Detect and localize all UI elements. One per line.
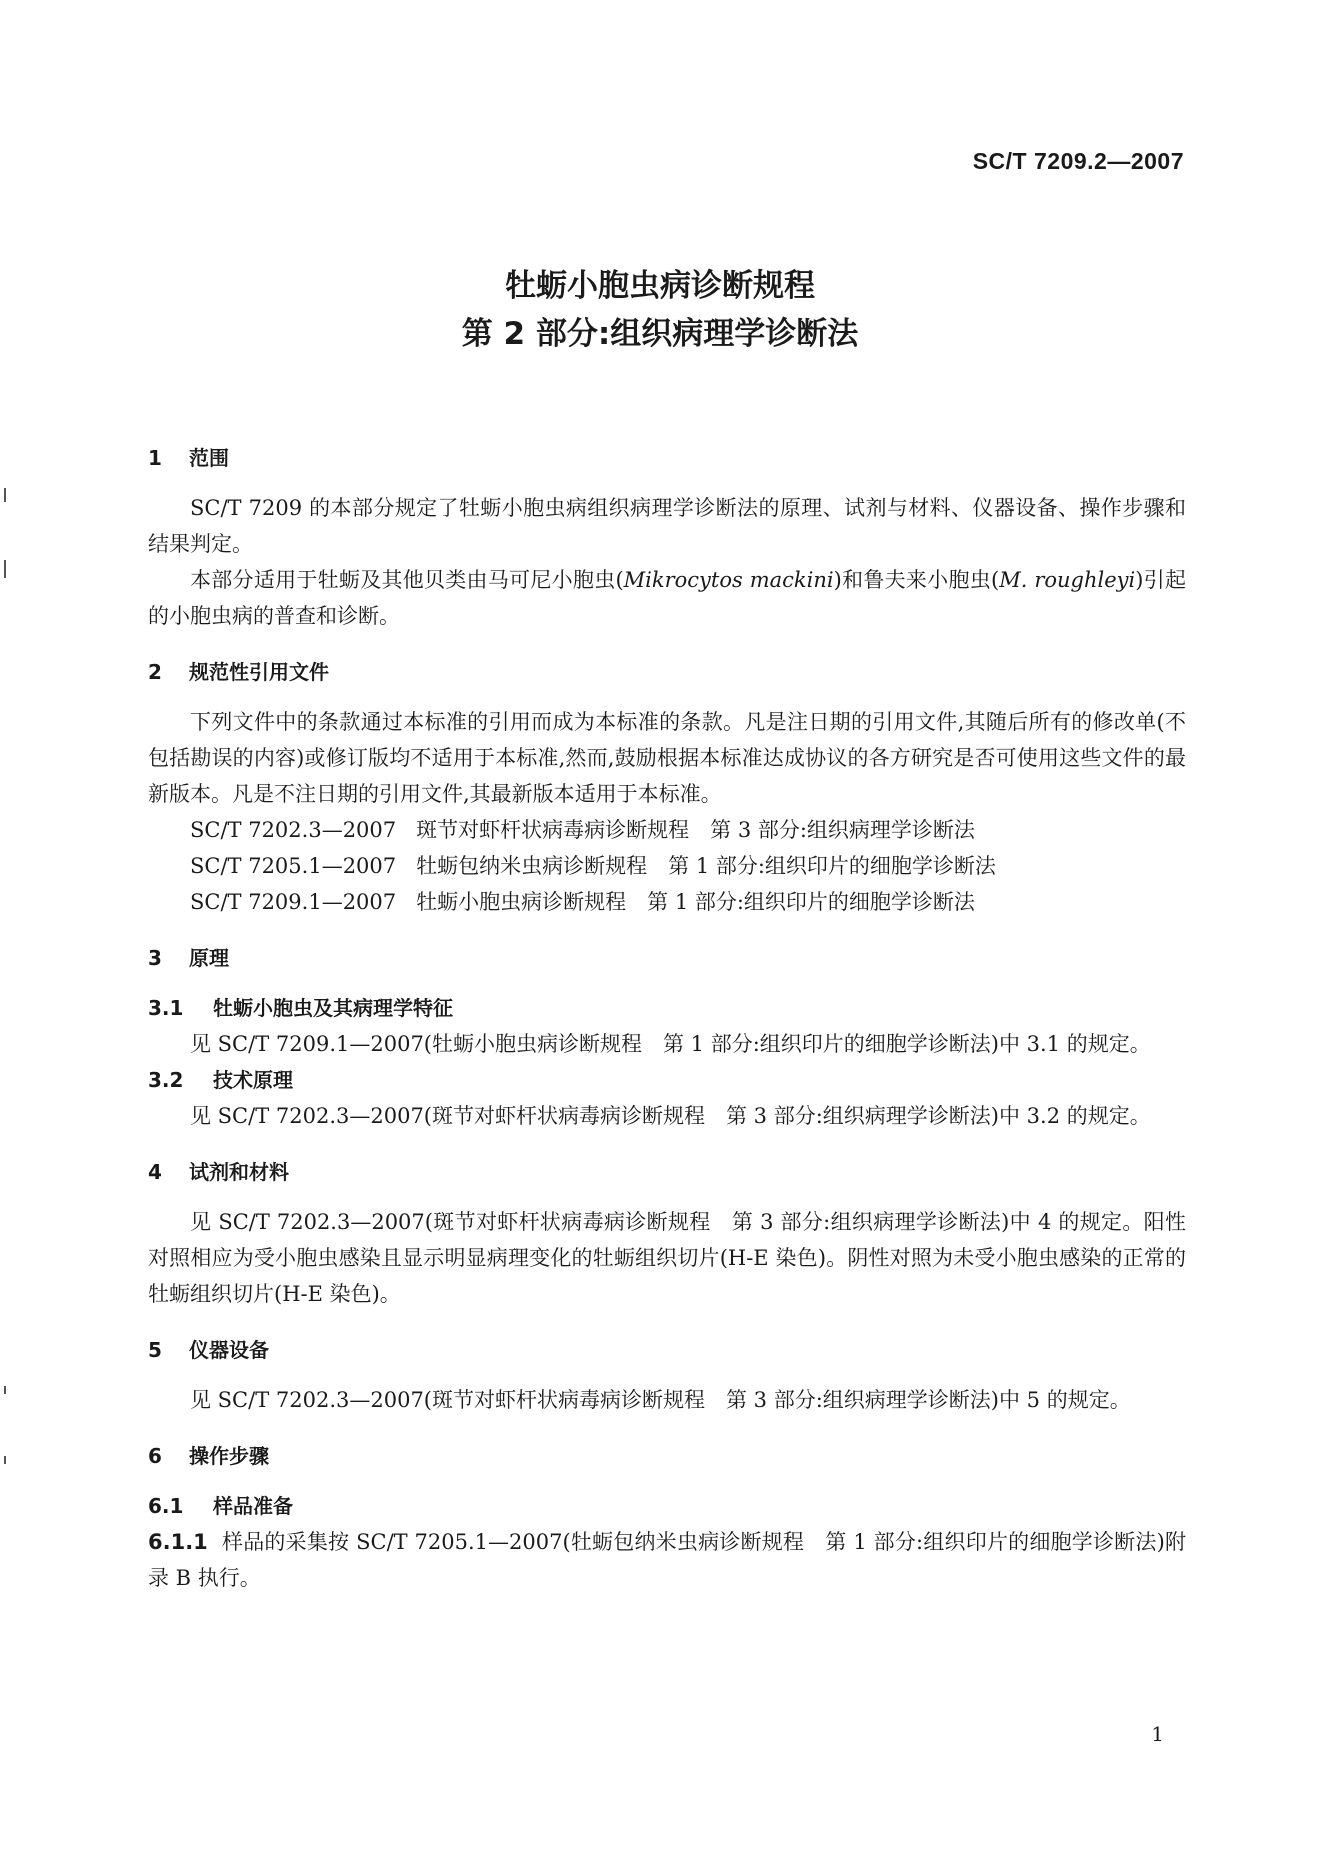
section-4-paragraph: 见 SC/T 7202.3—2007(斑节对虾杆状病毒病诊断规程 第 3 部分:组织病理学诊断法)中 4 的规定。阳性对照相应为受小胞虫感染且显示明显病理变化的牡蛎组织切片(H-E 染色)。阴性对照为未受小胞虫感染的正常的牡蛎组织切片(H-E 染色)。 <box>148 1210 1186 1306</box>
species-name-mackini: Mikrocytos mackini <box>623 568 834 592</box>
section-6-heading: 6 操作步骤 <box>148 1444 269 1468</box>
section-3-2-text: 见 SC/T 7202.3—2007(斑节对虾杆状病毒病诊断规程 第 3 部分:组织病理学诊断法)中 3.2 的规定。 <box>190 1104 1151 1128</box>
section-1-paragraph-2: 本部分适用于牡蛎及其他贝类由马可尼小胞虫(Mikrocytos mackini)和鲁夫来小胞虫(M. roughleyi)引起的小胞虫病的普查和诊断。 <box>148 568 1186 628</box>
section-5-heading: 5 仪器设备 <box>148 1338 269 1362</box>
section-1-paragraph-1: SC/T 7209 的本部分规定了牡蛎小胞虫病组织病理学诊断法的原理、试剂与材料、仪器设备、操作步骤和结果判定。 <box>148 496 1186 556</box>
title-line-2: 第 2 部分:组织病理学诊断法 <box>461 316 859 352</box>
section-3-heading: 3 原理 <box>148 946 229 970</box>
species-name-roughleyi: M. roughleyi <box>999 568 1136 592</box>
page-number: 1 <box>1151 1722 1164 1746</box>
reference-item: SC/T 7209.1—2007 牡蛎小胞虫病诊断规程 第 1 部分:组织印片的细胞学诊断法 <box>190 890 975 914</box>
section-2-heading: 2 规范性引用文件 <box>148 660 329 684</box>
standard-code: SC/T 7209.2—2007 <box>972 148 1184 174</box>
scan-edge-mark <box>4 1456 6 1464</box>
document-body <box>148 440 1186 1596</box>
section-2-paragraph: 下列文件中的条款通过本标准的引用而成为本标准的条款。凡是注日期的引用文件,其随后所有的修改单(不包括勘误的内容)或修订版均不适用于本标准,然而,鼓励根据本标准达成协议的各方研究是否可使用这些文件的最新版本。凡是不注日期的引用文件,其最新版本适用于本标准。 <box>148 710 1186 806</box>
section-1-heading: 1 范围 <box>148 446 229 470</box>
section-3-2-heading: 3.2 技术原理 <box>148 1068 293 1092</box>
section-3-1-text: 见 SC/T 7209.1—2007(牡蛎小胞虫病诊断规程 第 1 部分:组织印片的细胞学诊断法)中 3.1 的规定。 <box>190 1032 1151 1056</box>
scan-edge-mark <box>4 1386 6 1394</box>
document-title <box>0 262 1320 358</box>
section-4-heading: 4 试剂和材料 <box>148 1160 289 1184</box>
section-3-1-heading: 3.1 牡蛎小胞虫及其病理学特征 <box>148 996 453 1020</box>
reference-item: SC/T 7202.3—2007 斑节对虾杆状病毒病诊断规程 第 3 部分:组织病理学诊断法 <box>190 818 975 842</box>
reference-item: SC/T 7205.1—2007 牡蛎包纳米虫病诊断规程 第 1 部分:组织印片的细胞学诊断法 <box>190 854 996 878</box>
scan-edge-mark <box>4 560 6 578</box>
title-line-1: 牡蛎小胞虫病诊断规程 <box>505 268 815 304</box>
section-5-paragraph: 见 SC/T 7202.3—2007(斑节对虾杆状病毒病诊断规程 第 3 部分:组织病理学诊断法)中 5 的规定。 <box>190 1388 1131 1412</box>
section-6-1-heading: 6.1 样品准备 <box>148 1494 293 1518</box>
scan-edge-mark <box>4 488 6 502</box>
section-6-1-1-item: 6.1.1 样品的采集按 SC/T 7205.1—2007(牡蛎包纳米虫病诊断规程 第 1 部分:组织印片的细胞学诊断法)附录 B 执行。 <box>148 1530 1186 1590</box>
